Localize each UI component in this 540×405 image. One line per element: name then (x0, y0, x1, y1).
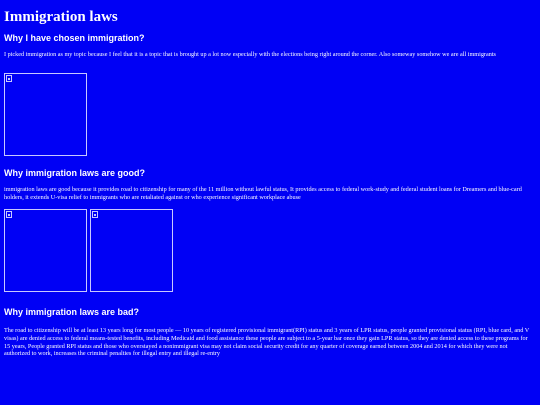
broken-image-icon (6, 211, 12, 218)
broken-image (90, 209, 173, 292)
broken-image-icon (6, 75, 12, 82)
broken-image (4, 209, 87, 292)
page-title: Immigration laws (4, 9, 118, 25)
section-text-bad: The road to citizenship will be at least 13 years long for most people — 10 years of registered provisional immigrant(RPI) status and 3 years of LPR status, people granted provisional status (RPI, blue card, and V visas) are denied access to federal means-tested benefits, including Medicaid and food assistance these people are subject to a 5-year bar once they gain LPR status, so they are denied access to these programs for 15 years, People granted RPI status and those who overstayed a nonimmigrant visa may not claim social security credit for any quarter of coverage earned between 2004 and 2014 for which they were not authorized to work, increases the criminal penalties for illegal entry and illegal re-entry (4, 327, 530, 358)
broken-image (4, 73, 87, 156)
section-heading-good: Why immigration laws are good? (4, 168, 146, 178)
section-text-chosen: I picked immigration as my topic because I feel that it is a topic that is brought up a lot now especially with the elections being right around the corner. Also someway somehow we are all immigrants (4, 51, 496, 58)
section-text-good: immigration laws are good because it provides road to citizenship for many of the 11 million without lawful status, It provides access to federal work-study and federal student loans for Dreamers and blue-card holders, it extends U-visa relief to immigrants who are retaliated against or who experience significant workplace abuse (4, 186, 522, 201)
broken-image-icon (92, 211, 98, 218)
section-heading-bad: Why immigration laws are bad? (4, 307, 140, 317)
section-heading-chosen: Why I have chosen immigration? (4, 33, 145, 43)
